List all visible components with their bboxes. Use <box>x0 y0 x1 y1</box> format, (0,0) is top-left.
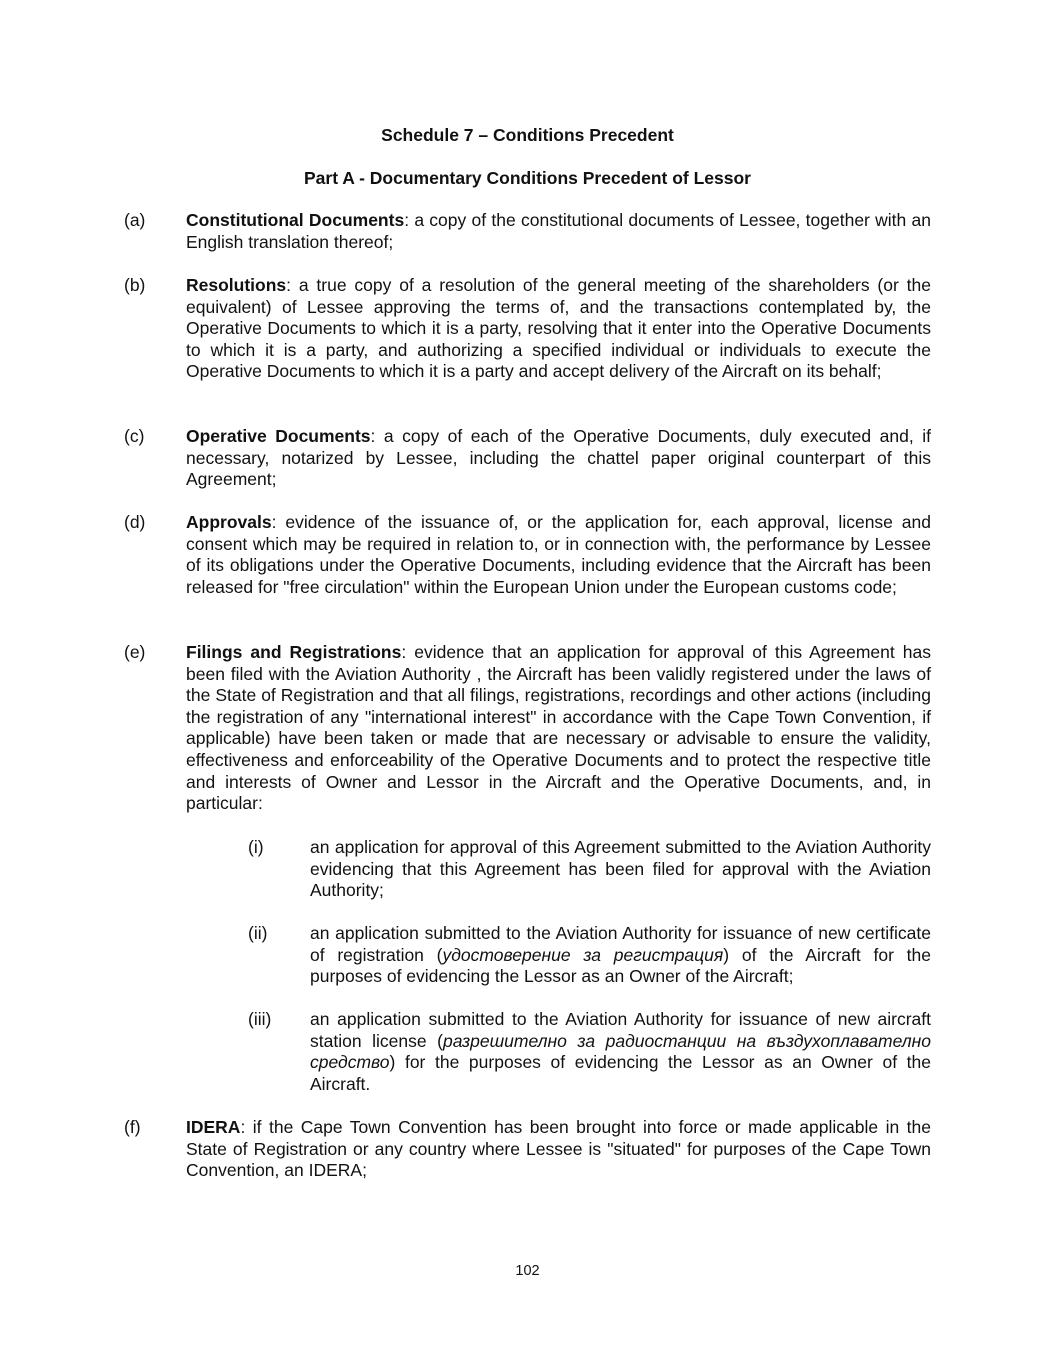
sub-item-text: an application submitted to the Aviation Authority for issuance of new aircraft station license ( <box>310 1009 931 1051</box>
item-text: : evidence that an application for approval of this Agreement has been filed with the Aviation Authority , the Aircraft has been validly registered under the laws of the State of Registration and that all filings, registrations, recordings and other actions (including the registration of any "international interest" in accordance with the Cape Town Convention, if applicable) have been taken or made that are necessary or advisable to ensure the validity, effectiveness and enforceability of the Operative Documents and to protect the respective title and interests of Owner and Lessor in the Aircraft and the Operative Documents, and, in particular: <box>186 642 931 814</box>
sub-item-body <box>310 923 931 988</box>
bulgarian-term: удостоверение за регистрация <box>442 944 724 965</box>
item-heading: Filings and Registrations <box>186 642 402 662</box>
item-body <box>186 426 931 491</box>
sub-item-body: an application for approval of this Agreement submitted to the Aviation Authority evidencing that this Agreement has been filed for approval with the Aviation Authority; <box>310 837 931 901</box>
sub-item-text: an application submitted to the Aviation Authority for issuance of new certificate of registration ( <box>310 923 931 965</box>
item-marker: (d) <box>124 512 146 532</box>
page-number: 102 <box>515 1263 540 1279</box>
sub-item-text: ) of the Aircraft for the purposes of evidencing the Lessor as an Owner of the Aircraft; <box>310 944 931 987</box>
item-marker: (e) <box>124 642 146 662</box>
item-heading: IDERA <box>186 1117 241 1137</box>
item-text: : a copy of each of the Operative Documents, duly executed and, if necessary, notarized by Lessee, including the chattel paper original counterpart of this Agreement; <box>186 426 931 490</box>
item-text: : if the Cape Town Convention has been brought into force or made applicable in the State of Registration or any country where Lessee is "situated" for purposes of the Cape Town Convention, an IDERA; <box>186 1117 931 1181</box>
sub-item-text: ) for the purposes of evidencing the Lessor as an Owner of the Aircraft. <box>310 1052 931 1094</box>
sub-item-body <box>310 1009 931 1095</box>
item-marker: (c) <box>124 426 145 446</box>
part-title: Part A - Documentary Conditions Precedent of Lessor <box>304 168 751 188</box>
sub-item-marker: (i) <box>248 837 264 857</box>
item-body <box>186 512 931 598</box>
item-marker: (f) <box>124 1117 141 1137</box>
item-heading: Constitutional Documents <box>186 210 405 230</box>
sub-item-marker: (iii) <box>248 1009 272 1029</box>
bulgarian-term: разрешително за радиостанции на въздухоплавателно средство <box>310 1030 932 1073</box>
item-text: : a copy of the constitutional documents of Lessee, together with an English translation thereof; <box>186 210 932 252</box>
item-heading: Operative Documents <box>186 426 371 446</box>
sub-item-marker: (ii) <box>248 923 268 943</box>
item-heading: Resolutions <box>186 275 287 295</box>
item-marker: (b) <box>124 275 146 295</box>
item-body <box>186 210 931 253</box>
schedule-title: Schedule 7 – Conditions Precedent <box>381 125 674 145</box>
item-marker: (a) <box>124 210 146 230</box>
item-heading: Approvals <box>186 512 272 532</box>
item-body <box>186 275 931 383</box>
item-text: : a true copy of a resolution of the general meeting of the shareholders (or the equivalent) of Lessee approving the terms of, and the transactions contemplated by, the Operative Documents to which it is a party, resolving that it enter into the Operative Documents to which it is a party, and authorizing a specified individual or individuals to execute the Operative Documents to which it is a party and accept delivery of the Aircraft on its behalf; <box>186 275 931 382</box>
item-text: : evidence of the issuance of, or the application for, each approval, license and consent which may be required in relation to, or in connection with, the performance by Lessee of its obligations under the Operative Documents, including evidence that the Aircraft has been released for "free circulation" within the European Union under the European customs code; <box>186 512 931 597</box>
item-body <box>186 1117 931 1182</box>
item-body <box>186 642 931 815</box>
